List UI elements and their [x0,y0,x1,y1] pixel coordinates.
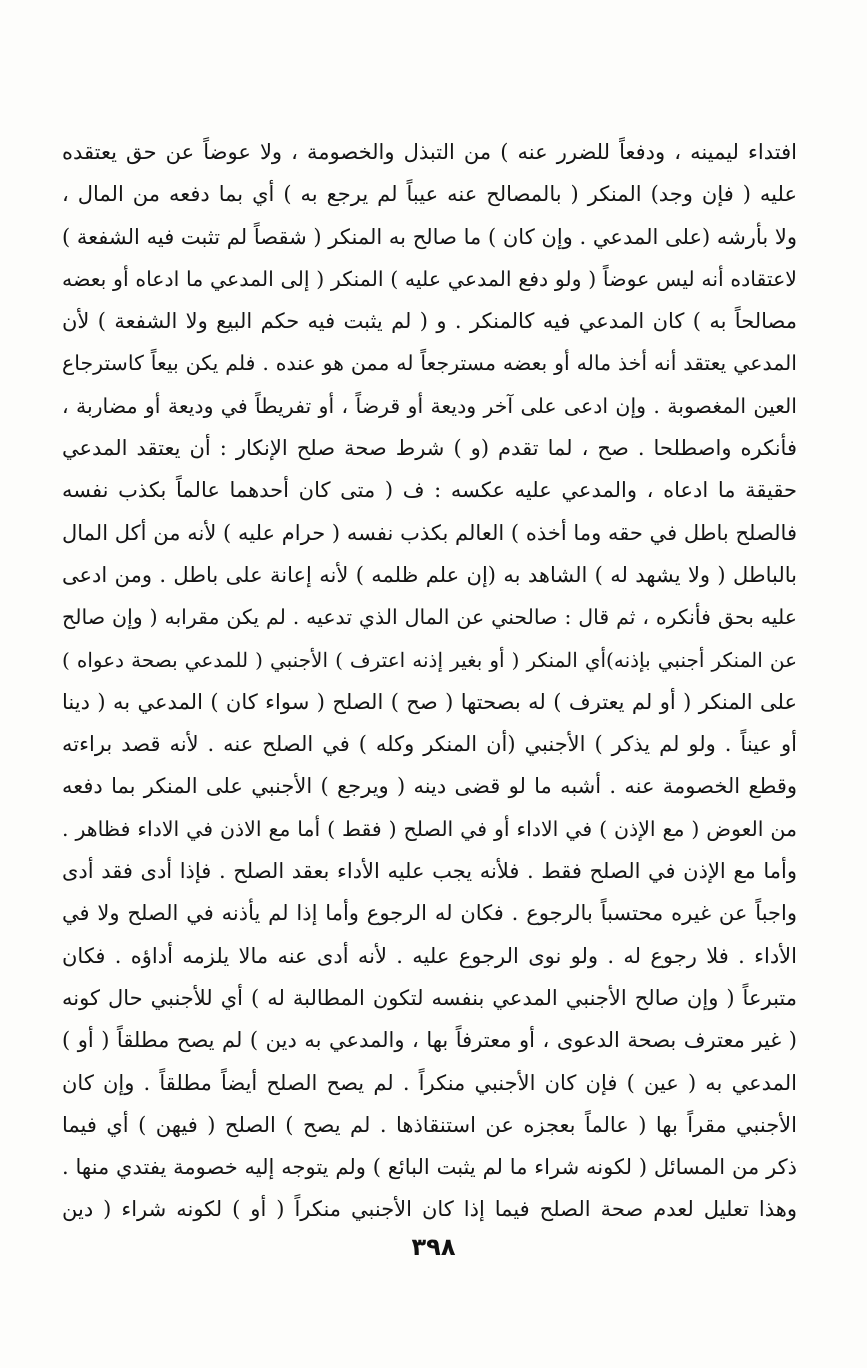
text-line: على المنكر ( أو لم يعترف ) له بصحتها ( صح ) الصلح ( سواء كان ) المدعي به ( دينا [62,689,797,714]
text-line: عن المنكر أجنبي بإذنه)أي المنكر ( أو بغير إذنه اعترف ) الأجنبي ( للمدعي بصحة دعواه ) [62,647,797,672]
text-line: المدعي يعتقد أنه أخذ ماله أو بعضه مسترجعاً له ممن هو عنده . فلم يكن بيعاً كاسترجاع [62,351,797,376]
text-line: ذكر من المسائل ( لكونه شراء ما لم يثبت البائع ) ولم يتوجه إليه خصومة يفتدي منها . [62,1155,797,1180]
text-line: عليه بحق فأنكره ، ثم قال : صالحني عن المال الذي تدعيه . لم يكن مقرابه ( وإن صالح [62,605,797,630]
text-line: وقطع الخصومة عنه . أشبه ما لو قضى دينه ( ويرجع ) الأجنبي على المنكر بما دفعه [62,774,797,799]
text-line: ( غير معترف بصحة الدعوى ، أو معترفاً بها ، والمدعي به دين ) لم يصح مطلقاً ( أو ) [62,1028,797,1053]
text-line: فالصلح باطل في حقه وما أخذه ) العالم بكذب نفسه ( حرام عليه ) لأنه من أكل المال [62,520,797,545]
text-line: فأنكره واصطلحا . صح ، لما تقدم (و ) شرط صحة صلح الإنكار : أن يعتقد المدعي [62,436,797,461]
text-line: من العوض ( مع الإذن ) في الاداء أو في الصلح ( فقط ) أما مع الاذن في الاداء فظاهر . [62,816,797,841]
text-line: العين المغصوبة . وإن ادعى على آخر وديعة أو قرضاً ، أو تفريطاً في وديعة أو مضاربة ، [62,393,797,418]
text-line: ولا بأرشه (على المدعي . وإن كان ) ما صالح به المنكر ( شقصاً لم تثبت فيه الشفعة ) [62,224,797,249]
text-line: حقيقة ما ادعاه ، والمدعي عليه عكسه : ف ( متى كان أحدهما عالماً بكذب نفسه [62,478,797,503]
text-line: وأما مع الإذن في الصلح فقط . فلأنه يجب عليه الأداء بعقد الصلح . فإذا أدى فقد أدى [62,859,797,884]
page-number: ٣٩٨ [411,1233,456,1261]
text-line: الأداء . فلا رجوع له . ولو نوى الرجوع عليه . لأنه أدى عنه مالا يلزمه أداؤه . فكان [62,943,797,968]
text-line: أو عيناً . ولو لم يذكر ) الأجنبي (أن المنكر وكله ) في الصلح عنه . لأنه قصد براءته [62,732,797,757]
text-line: واجباً عن غيره محتسباً بالرجوع . فكان له الرجوع وأما إذا لم يأذنه في الصلح ولا في [62,901,797,926]
text-line: المدعي به ( عين ) فإن كان الأجنبي منكراً . لم يصح الصلح أيضاً مطلقاً . وإن كان [62,1070,797,1095]
text-line: بالباطل ( ولا يشهد له ) الشاهد به (إن علم ظلمه ) لأنه إعانة على باطل . ومن ادعى [62,562,797,587]
text-line: الأجنبي مقراً بها ( عالماً بعجزه عن استنقاذها . لم يصح ) الصلح ( فيهن ) أي فيما [62,1112,797,1137]
text-line: افتداء ليمينه ، ودفعاً للضرر عنه ) من التبذل والخصومة ، ولا عوضاً عن حق يعتقده [62,140,797,164]
text-line: مصالحاً به ) كان المدعي فيه كالمنكر . و ( لم يثبت فيه حكم البيع ولا الشفعة ) لأن [62,309,797,334]
text-line: متبرعاً ( وإن صالح الأجنبي المدعي بنفسه لتكون المطالبة له ) أي للأجنبي حال كونه [62,985,797,1010]
body-text [62,131,797,1231]
text-line: لاعتقاده أنه ليس عوضاً ( ولو دفع المدعي عليه ) المنكر ( إلى المدعي ما ادعاه أو بعضه [62,266,797,291]
text-line: عليه ( فإن وجد) المنكر ( بالمصالح عنه عيباً لم يرجع به ) أي بما دفعه من المال ، [62,182,797,207]
text-line: وهذا تعليل لعدم صحة الصلح فيما إذا كان الأجنبي منكراً ( أو ) لكونه شراء ( دين [62,1197,797,1222]
